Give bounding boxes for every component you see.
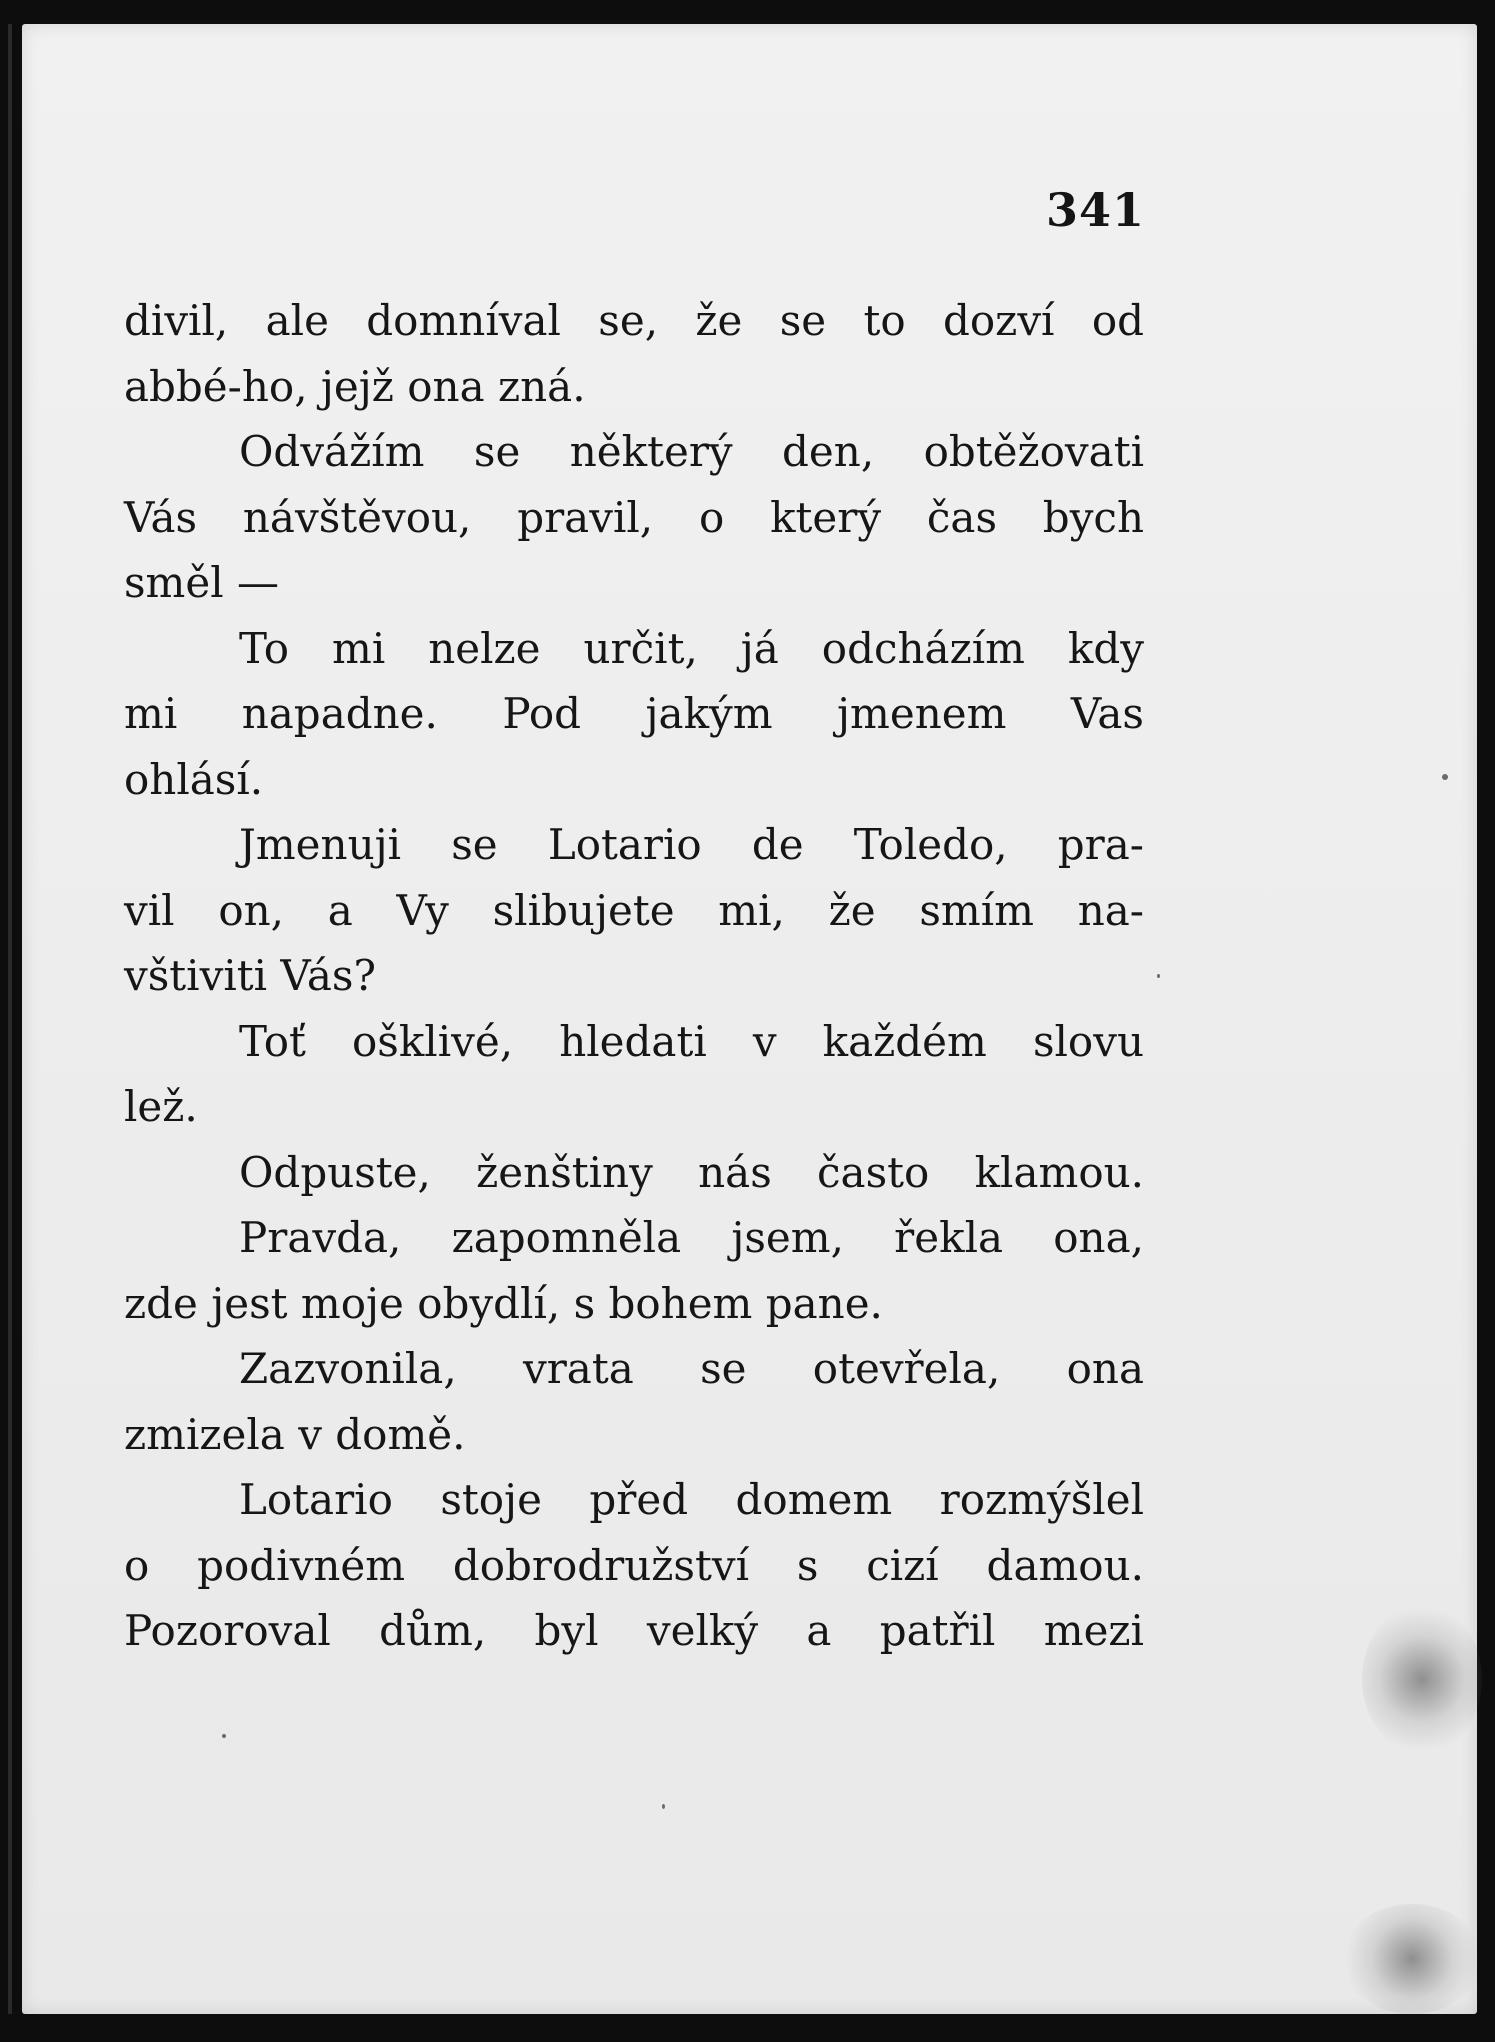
text-line: Lotario stoje před domem rozmýšlel [239, 1475, 1144, 1524]
paper-speck [222, 1734, 226, 1738]
text-line: vil on, a Vy slibujete mi, že smím na- [124, 885, 1144, 935]
paper-stain [1362, 1604, 1482, 1754]
paper-stain [1342, 1904, 1482, 2014]
text-line: To mi nelze určit, já odcházím kdy [239, 623, 1144, 673]
text-line: mi napadne. Pod jakým jmenem Vas [124, 689, 1144, 738]
paper-speck [662, 1804, 665, 1809]
page-number: 341 [1045, 183, 1145, 237]
text-line: divil, ale domníval se, že se to dozví od [124, 296, 1144, 345]
text-line: směl — [124, 558, 280, 607]
text-line: zmizela v domě. [124, 1409, 466, 1459]
text-line: vštiviti Vás? [124, 951, 376, 1000]
paper-speck [1442, 774, 1448, 780]
book-spine-edge [8, 24, 12, 2014]
paper-speck [1157, 974, 1160, 978]
text-line: lež. [124, 1082, 198, 1131]
text-line: o podivném dobrodružství s cizí damou. [124, 1540, 1144, 1590]
text-line: Jmenuji se Lotario de Toledo, pra- [239, 820, 1144, 869]
text-line: abbé-ho, jejž ona zná. [124, 361, 586, 411]
text-line: Zazvonila, vrata se otevřela, ona [239, 1344, 1144, 1393]
text-line: Pravda, zapomněla jsem, řekla ona, [239, 1213, 1144, 1262]
text-line: Vás návštěvou, pravil, o který čas bych [124, 492, 1144, 542]
text-line: Pozoroval dům, byl velký a patřil mezi [124, 1606, 1144, 1655]
body-text [124, 288, 1144, 1664]
text-line: zde jest moje obydlí, s bohem pane. [124, 1278, 883, 1328]
text-line: Odpuste, ženštiny nás často klamou. [239, 1147, 1144, 1197]
text-line: Toť ošklivé, hledati v každém slovu [239, 1016, 1144, 1066]
text-line: ohlásí. [124, 754, 264, 804]
text-line: Odvážím se některý den, obtěžovati [239, 427, 1144, 476]
